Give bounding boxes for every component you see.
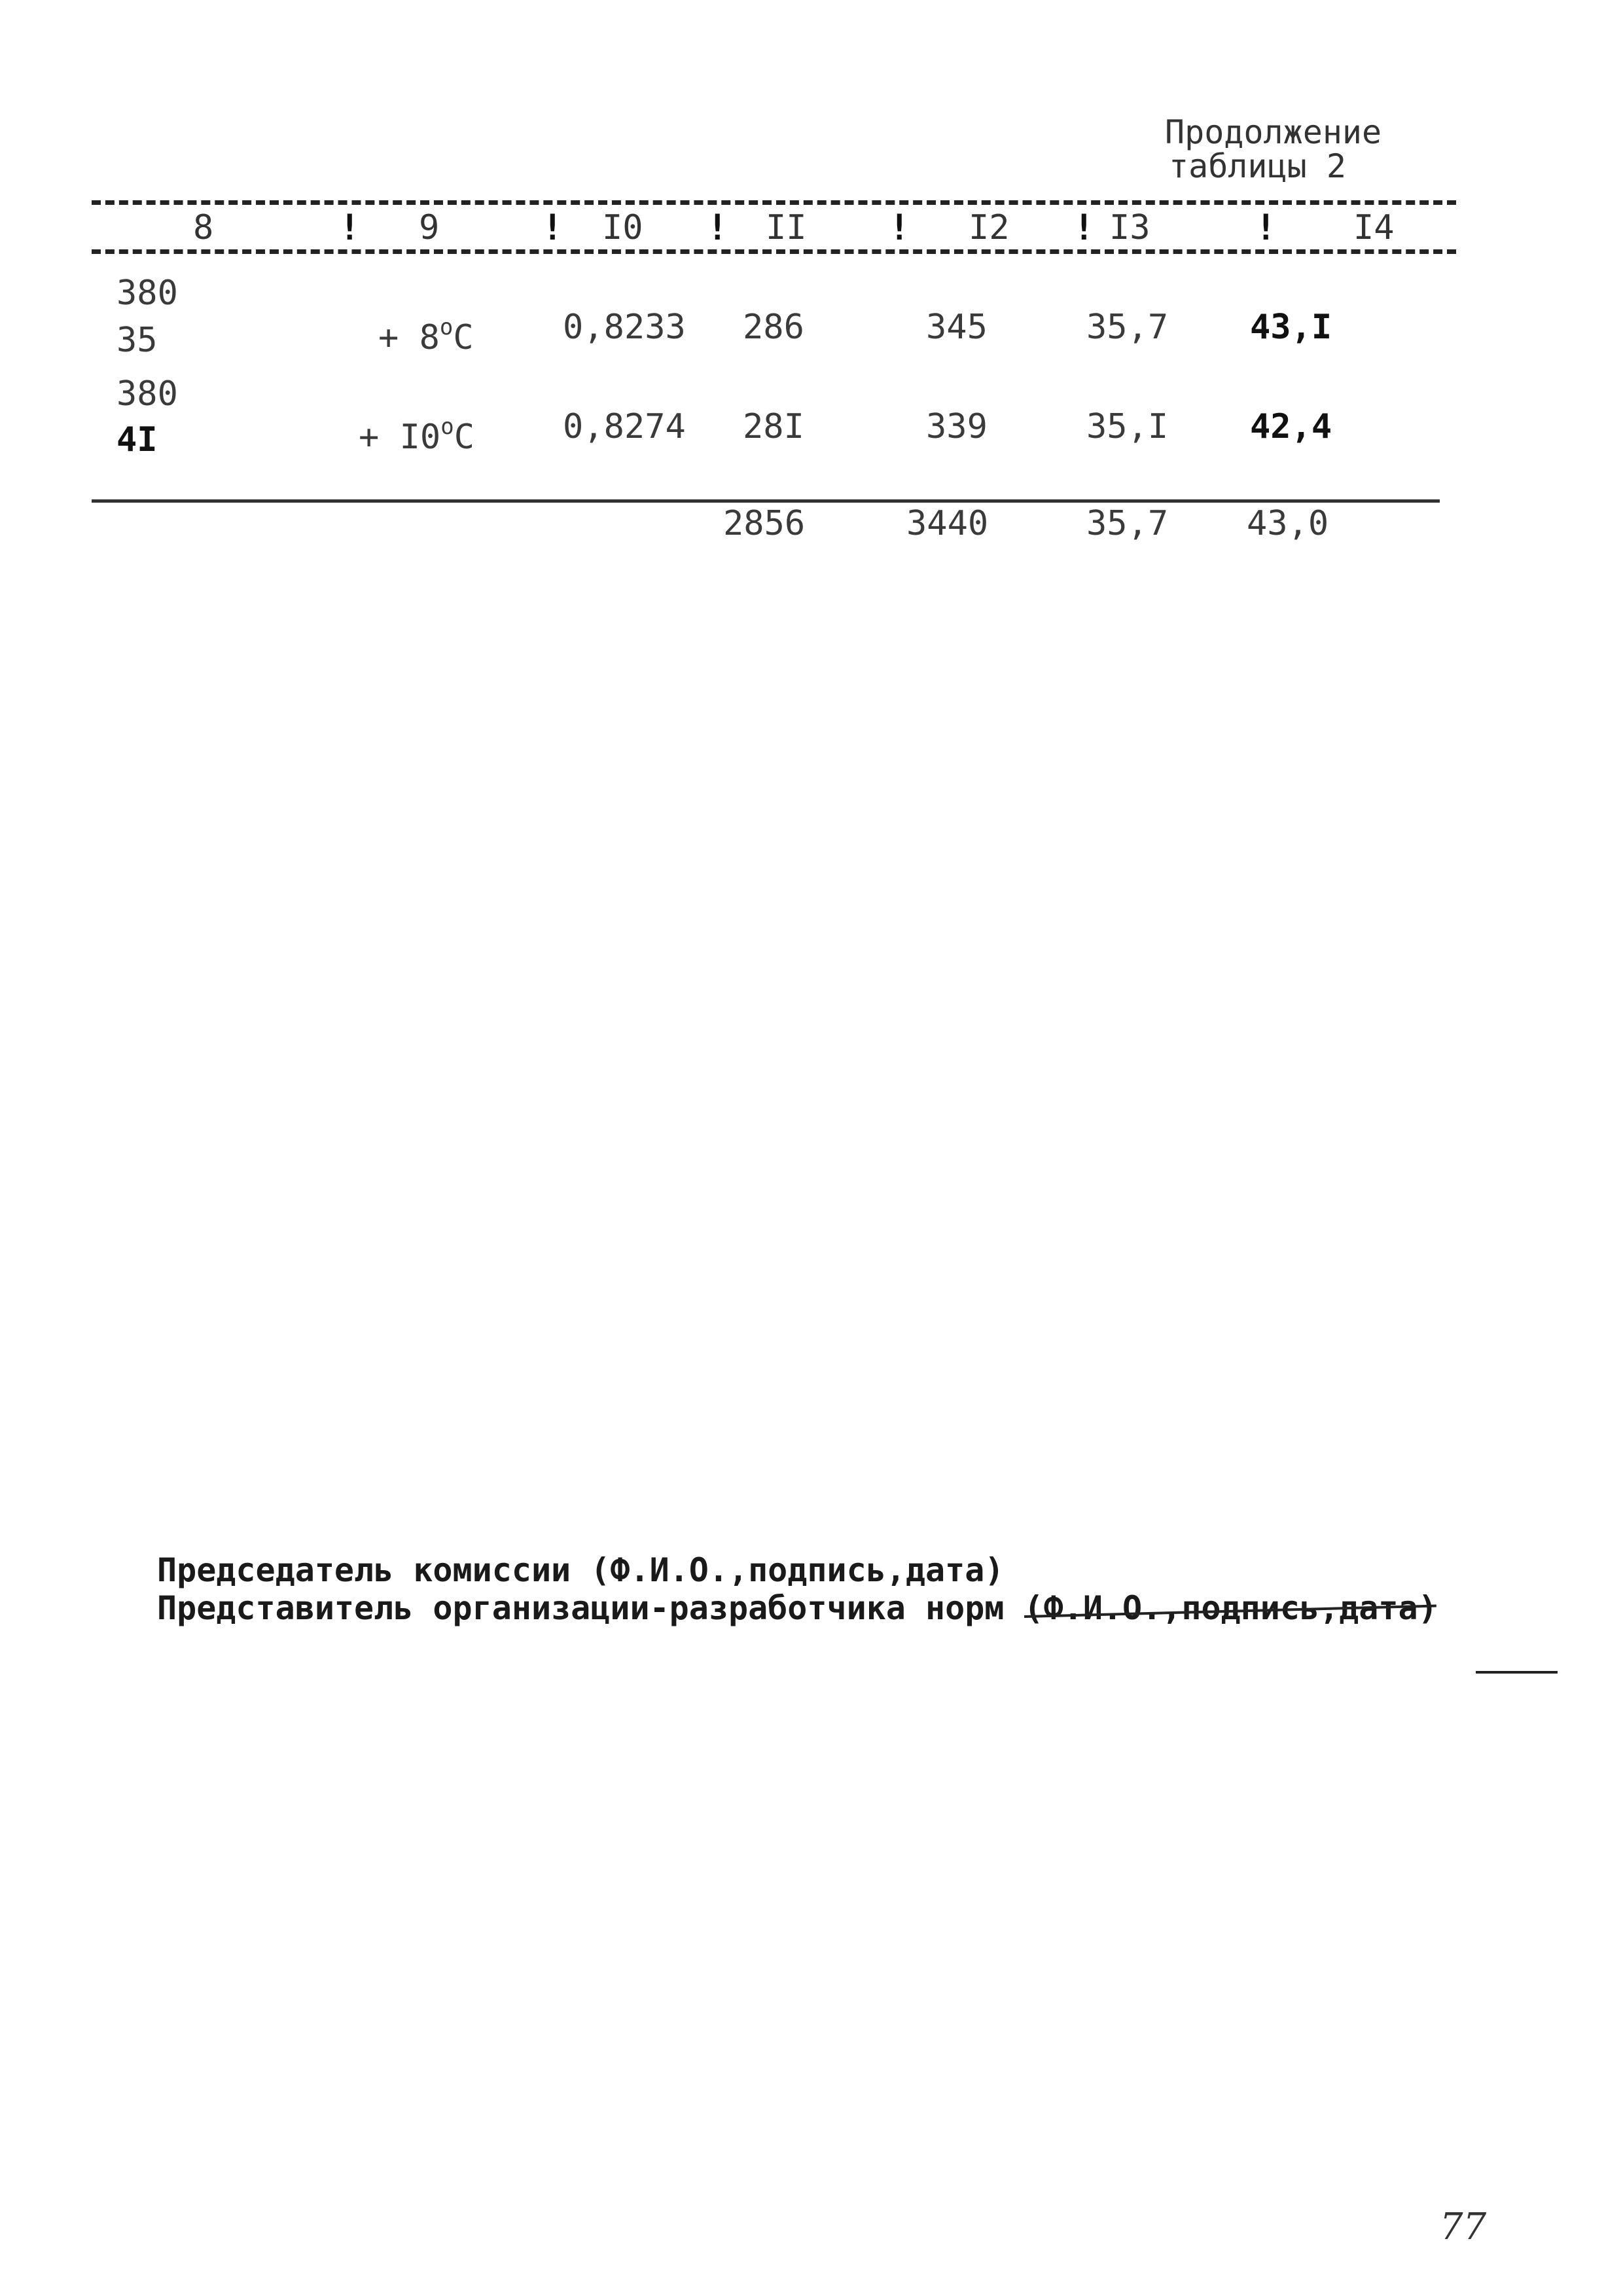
row-1-col-11: 286	[743, 308, 804, 347]
row-2-col-8-line-2: 4I	[116, 420, 158, 459]
commission-chairman-line: Председатель комиссии (Ф.И.О.,подпись,дата)	[157, 1551, 1005, 1589]
column-separator: !	[542, 207, 563, 248]
row-2-col-10: 0,8274	[563, 407, 686, 446]
header-col-8: 8	[193, 208, 214, 247]
row-2-col-11: 28I	[743, 407, 804, 446]
column-separator: !	[889, 207, 910, 248]
row-2-col-13: 35,I	[1086, 407, 1169, 446]
row-1-col-9: + $8^oC$	[378, 314, 474, 357]
caption-line-1: Продолжение	[1165, 113, 1382, 151]
column-separator: !	[1255, 207, 1277, 248]
total-col-13: 35,7	[1086, 504, 1169, 543]
header-col-11: II	[766, 208, 807, 247]
row-1-col-8-line-2: 35	[116, 321, 158, 360]
degree-sign: o	[439, 314, 454, 340]
row-1-col-8-line-1: 380	[116, 274, 178, 313]
header-top-dashed-rule	[92, 200, 1456, 205]
row-2-col-8-line-1: 380	[116, 374, 178, 414]
header-bottom-dashed-rule	[92, 249, 1456, 254]
row-1-col-14: 43,I	[1250, 308, 1332, 347]
header-col-9: 9	[419, 208, 440, 247]
total-col-14: 43,0	[1247, 504, 1329, 543]
row-1-col-13: 35,7	[1086, 308, 1169, 347]
row-2-col-12: 339	[926, 407, 988, 446]
signature-underline	[1476, 1671, 1558, 1674]
header-col-14: I4	[1353, 208, 1395, 247]
total-col-12: 3440	[906, 504, 989, 543]
row-2-col-14: 42,4	[1250, 407, 1332, 446]
header-col-12: I2	[969, 208, 1010, 247]
row-1-col-12: 345	[926, 308, 988, 347]
degree-sign: o	[440, 414, 454, 440]
caption-line-2: таблицы 2	[1169, 147, 1346, 185]
row-1-col-10: 0,8233	[563, 308, 686, 347]
total-col-11: 2856	[723, 504, 806, 543]
developer-representative-line: Представитель организации-разработчика норм (Ф.И.О.,подпись,дата)	[157, 1589, 1438, 1627]
table-continuation-caption	[1165, 115, 1382, 183]
totals-rule	[92, 499, 1440, 503]
row-2-col-9: + $I0^oC$	[359, 414, 475, 457]
column-separator: !	[1073, 207, 1095, 248]
column-separator: !	[707, 207, 728, 248]
column-separator: !	[339, 207, 361, 248]
page-number: 77	[1440, 2206, 1487, 2248]
header-col-13: I3	[1109, 208, 1150, 247]
header-col-10: I0	[602, 208, 643, 247]
